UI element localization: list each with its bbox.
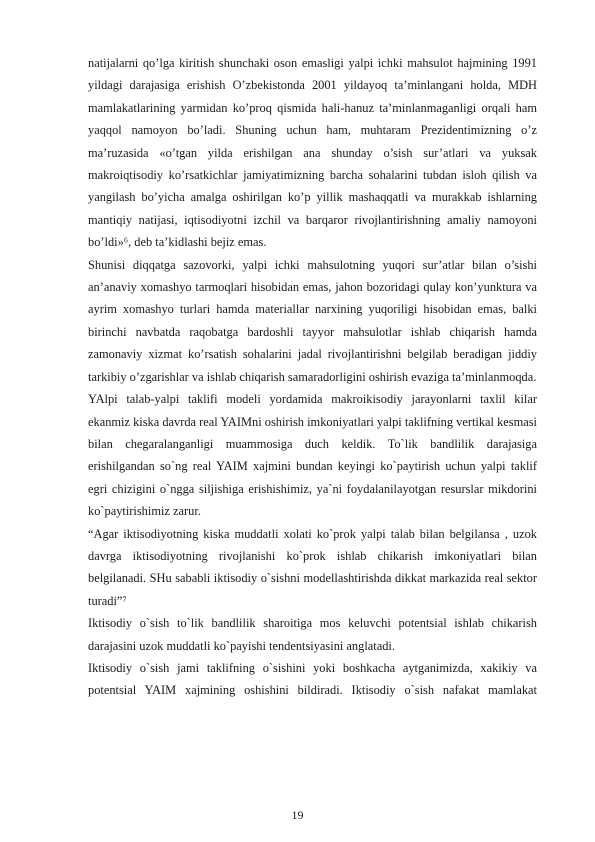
paragraph-economic-growth-meaning: Iktisodiy o`sish jami taklifning o`sishini yoki boshkacha aytganimizda, xakikiy va potentsial YAIM xajmining oshishini bildiradi. Iktisodiy o`sish nafakat mamlakat <box>88 660 537 698</box>
document-body <box>88 52 537 702</box>
paragraph-quotation-real-sector: “Agar iktisodiyotning kiska muddatli xolati ko`prok yalpi talab bilan belgilansa , uzok davrga iktisodiyotning rivojlanishi ko`prok ishlab chikarish imkoniyatlari bilan belgilanadi. SHu sababli iktisodiy o`sishni modellashtirishda dikkat markazida real sektor turadi”⁷ <box>88 526 537 608</box>
page-number: 19 <box>291 808 304 822</box>
paragraph-gdp-growth-context: natijalarni qo’lga kiritish shunchaki oson emasligi yalpi ichki mahsulot hajmining 1991 yildagi darajasiga erishish O’zbekistonda 2001 yildayoq ta’minlangani holda, MDH mamlakatlarining yarmidan ko’proq qismida hali-hanuz ta’minlanmaganligi orqali ham yaqqol namoyon bo’ladi. Shuning uchun ham, muhtaram Prezidentimizning o’z ma’ruzasida «o’tgan yilda erishilgan ana shunday o’sish sur’atlari va yuksak makroiqtisodiy ko’rsatkichlar jamiyatimizning barcha sohalarini tubdan isloh qilish va yangilash bo’yicha amalga oshirilgan ko’p yillik mashaqqatli va murakkab ishlarning mantiqiy natijasi, iqtisodiyotni izchil va barqaror rivojlantirishning amaliy namoyoni bo’ldi»⁶, deb ta’kidlashi bejiz emas. <box>88 56 537 250</box>
paragraph-aggregate-demand-supply-model: YAlpi talab-yalpi taklifi modeli yordamida makroikisodiy jarayonlarni taxlil kilar ekanmiz kiska davrda real YAIMni oshirish imkoniyatlari yalpi taklifning vertikal kesmasi bilan chegaralanganligi muammosiga duch keldik. To`lik bandlilik darajasiga erishilgandan so`ng real YAIM xajmini bundan keyingi ko`paytirish uchun yalpi taklif egri chizigini o`ngga siljishiga erishishimiz, ya`ni foydalanilayotgan resurslar mikdorini ko`paytirishimiz zarur. <box>88 392 537 519</box>
paragraph-economic-growth-definition: Iktisodiy o`sish to`lik bandlilik sharoitiga mos keluvchi potentsial ishlab chikarish darajasini uzok muddatli ko`payishi tendentsiyasini anglatadi. <box>88 616 537 653</box>
paragraph-growth-sources: Shunisi diqqatga sazovorki, yalpi ichki mahsulotning yuqori sur’atlar bilan o’sishi an’anaviy xomashyo tarmoqlari hisobidan emas, jahon bozoridagi qulay kon’yunktura va ayrim xomashyo turlari hamda materiallar narxining yuqoriligi hisobidan emas, balki birinchi navbatda raqobatga bardoshli tayyor mahsulotlar ishlab chiqarish hamda zamonaviy xizmat ko’rsatish sohalarini jadal rivojlantirishni belgilab beradigan jiddiy tarkibiy o’zgarishlar va ishlab chiqarish samaradorligini oshirish evaziga ta’minlanmoqda. <box>88 257 537 384</box>
